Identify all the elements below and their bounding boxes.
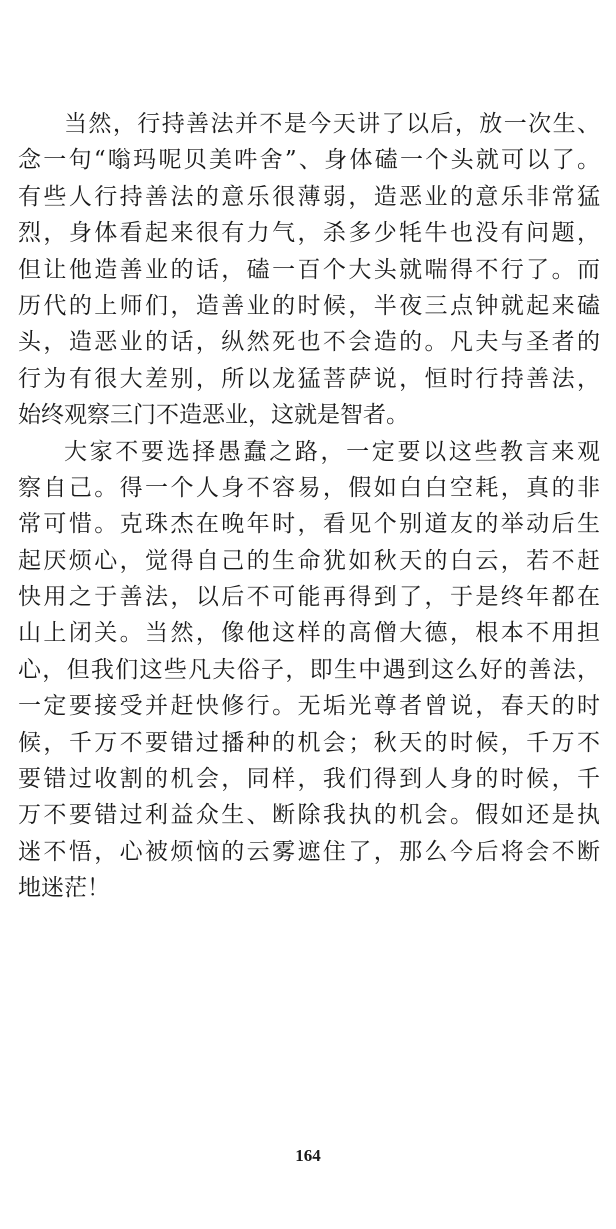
paragraph-2-line-9: 候，千万不要错过播种的机会；秋天的时候，千万不 (18, 729, 600, 756)
paragraph-1-line-3: 有些人行持善法的意乐很薄弱，造恶业的意乐非常猛 (18, 183, 600, 210)
paragraph-2-line-1: 大家不要选择愚蠢之路，一定要以这些教言来观 (64, 438, 600, 465)
paragraph-2-line-3: 常可惜。克珠杰在晚年时，看见个别道友的举动后生 (18, 511, 600, 538)
body-text (18, 106, 600, 907)
paragraph-1-line-8: 行为有很大差别，所以龙猛菩萨说，恒时行持善法， (18, 365, 600, 392)
paragraph-1-line-1: 当然，行持善法并不是今天讲了以后，放一次生、 (64, 111, 600, 137)
paragraph-2-line-7: 心，但我们这些凡夫俗子，即生中遇到这么好的善法， (18, 656, 600, 683)
paragraph-1-line-7: 头，造恶业的话，纵然死也不会造的。凡夫与圣者的 (18, 329, 600, 356)
paragraph-1-line-9: 始终观察三门不造恶业，这就是智者。 (18, 402, 409, 429)
paragraph-2-line-8: 一定要接受并赶快修行。无垢光尊者曾说，春天的时 (18, 693, 600, 720)
paragraph-1-line-5: 但让他造善业的话，磕一百个大头就喘得不行了。而 (18, 256, 600, 283)
paragraph-1-line-4: 烈，身体看起来很有力气，杀多少牦牛也没有问题， (18, 220, 600, 247)
paragraph-2-line-12: 迷不悟，心被烦恼的云雾遮住了，那么今后将会不断 (18, 838, 600, 865)
paragraph-2-line-11: 万不要错过利益众生、断除我执的机会。假如还是执 (18, 802, 600, 829)
page-number: 164 (295, 1146, 321, 1165)
paragraph-2-line-4: 起厌烦心，觉得自己的生命犹如秋天的白云，若不赶 (18, 547, 600, 574)
paragraph-2-line-10: 要错过收割的机会，同样，我们得到人身的时候，千 (18, 766, 600, 793)
paragraph-2-line-5: 快用之于善法，以后不可能再得到了，于是终年都在 (18, 584, 600, 611)
paragraph-1-line-2: 念一句“嗡玛呢贝美吽舍”、身体磕一个头就可以了。 (18, 147, 600, 174)
paragraph-2-line-13: 地迷茫！ (18, 875, 110, 902)
paragraph-1-line-6: 历代的上师们，造善业的时候，半夜三点钟就起来磕 (18, 292, 600, 319)
paragraph-2-line-2: 察自己。得一个人身不容易，假如白白空耗，真的非 (18, 474, 600, 501)
paragraph-2-line-6: 山上闭关。当然，像他这样的高僧大德，根本不用担 (18, 620, 600, 647)
